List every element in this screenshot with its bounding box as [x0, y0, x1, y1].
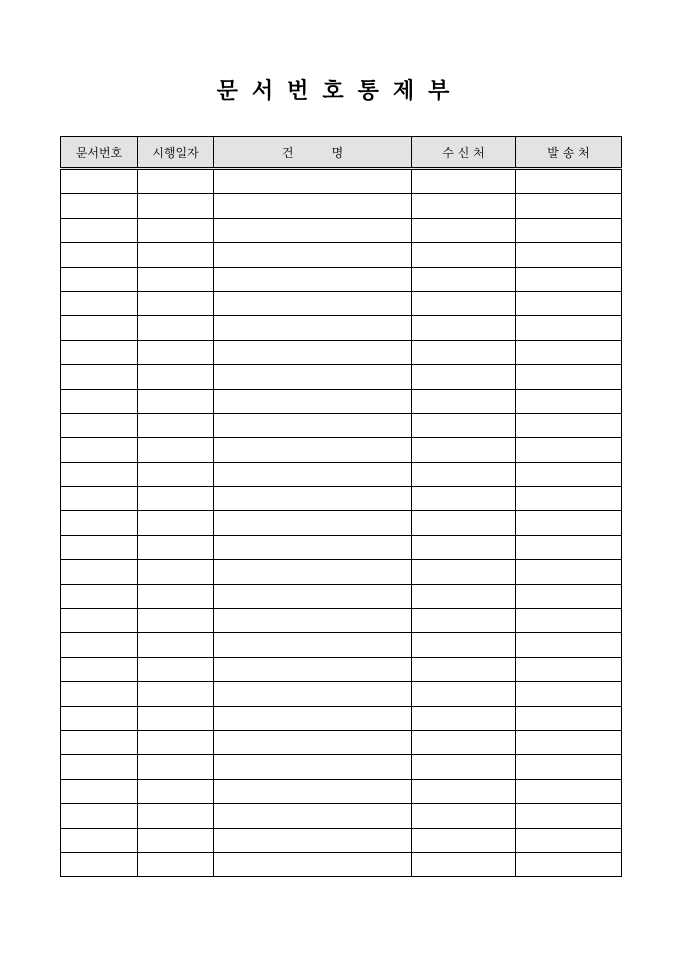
recipient-cell[interactable] [412, 633, 516, 657]
table-row [61, 755, 622, 779]
table-row [61, 267, 622, 291]
table-row [61, 828, 622, 852]
enforcement-date-cell[interactable] [138, 389, 214, 413]
document-number-cell[interactable] [61, 169, 138, 194]
sender-cell[interactable] [516, 706, 622, 730]
document-number-cell[interactable] [61, 340, 138, 364]
sender-cell[interactable] [516, 535, 622, 559]
enforcement-date-cell[interactable] [138, 340, 214, 364]
table-row [61, 682, 622, 706]
enforcement-date-cell[interactable] [138, 316, 214, 340]
table-row [61, 462, 622, 486]
sender-cell[interactable] [516, 633, 622, 657]
recipient-cell[interactable] [412, 682, 516, 706]
document-number-cell[interactable] [61, 828, 138, 852]
enforcement-date-cell[interactable] [138, 243, 214, 267]
sender-cell[interactable] [516, 218, 622, 242]
document-number-cell[interactable] [61, 633, 138, 657]
subject-cell[interactable] [214, 852, 412, 876]
table-body [61, 169, 622, 877]
subject-cell[interactable] [214, 706, 412, 730]
enforcement-date-cell[interactable] [138, 584, 214, 608]
document-number-cell[interactable] [61, 438, 138, 462]
subject-cell[interactable] [214, 365, 412, 389]
sender-cell[interactable] [516, 828, 622, 852]
table-row [61, 730, 622, 754]
subject-cell[interactable] [214, 633, 412, 657]
sender-cell[interactable] [516, 511, 622, 535]
header-recipient: 수 신 처 [412, 137, 516, 169]
sender-cell[interactable] [516, 267, 622, 291]
enforcement-date-cell[interactable] [138, 511, 214, 535]
sender-cell[interactable] [516, 779, 622, 803]
recipient-cell[interactable] [412, 389, 516, 413]
sender-cell[interactable] [516, 438, 622, 462]
document-number-cell[interactable] [61, 755, 138, 779]
recipient-cell[interactable] [412, 267, 516, 291]
table-row [61, 413, 622, 437]
subject-cell[interactable] [214, 194, 412, 218]
subject-cell[interactable] [214, 267, 412, 291]
recipient-cell[interactable] [412, 828, 516, 852]
table-row [61, 633, 622, 657]
enforcement-date-cell[interactable] [138, 462, 214, 486]
sender-cell[interactable] [516, 487, 622, 511]
sender-cell[interactable] [516, 755, 622, 779]
subject-cell[interactable] [214, 779, 412, 803]
table-row [61, 169, 622, 194]
document-number-cell[interactable] [61, 316, 138, 340]
enforcement-date-cell[interactable] [138, 706, 214, 730]
recipient-cell[interactable] [412, 365, 516, 389]
enforcement-date-cell[interactable] [138, 560, 214, 584]
document-number-cell[interactable] [61, 560, 138, 584]
enforcement-date-cell[interactable] [138, 755, 214, 779]
recipient-cell[interactable] [412, 218, 516, 242]
subject-cell[interactable] [214, 291, 412, 315]
table-row [61, 535, 622, 559]
document-number-cell[interactable] [61, 389, 138, 413]
enforcement-date-cell[interactable] [138, 852, 214, 876]
recipient-cell[interactable] [412, 438, 516, 462]
header-subject: 건 명 [214, 137, 412, 169]
recipient-cell[interactable] [412, 609, 516, 633]
sender-cell[interactable] [516, 682, 622, 706]
document-number-cell[interactable] [61, 291, 138, 315]
recipient-cell[interactable] [412, 852, 516, 876]
subject-cell[interactable] [214, 755, 412, 779]
subject-cell[interactable] [214, 243, 412, 267]
table-row [61, 706, 622, 730]
subject-cell[interactable] [214, 487, 412, 511]
enforcement-date-cell[interactable] [138, 365, 214, 389]
sender-cell[interactable] [516, 169, 622, 194]
subject-cell[interactable] [214, 804, 412, 828]
document-number-cell[interactable] [61, 609, 138, 633]
enforcement-date-cell[interactable] [138, 535, 214, 559]
sender-cell[interactable] [516, 852, 622, 876]
recipient-cell[interactable] [412, 730, 516, 754]
subject-cell[interactable] [214, 584, 412, 608]
table-row [61, 194, 622, 218]
sender-cell[interactable] [516, 365, 622, 389]
subject-cell[interactable] [214, 340, 412, 364]
subject-cell[interactable] [214, 438, 412, 462]
recipient-cell[interactable] [412, 755, 516, 779]
sender-cell[interactable] [516, 413, 622, 437]
recipient-cell[interactable] [412, 487, 516, 511]
subject-cell[interactable] [214, 169, 412, 194]
document-number-cell[interactable] [61, 779, 138, 803]
recipient-cell[interactable] [412, 657, 516, 681]
enforcement-date-cell[interactable] [138, 169, 214, 194]
enforcement-date-cell[interactable] [138, 267, 214, 291]
table-row [61, 609, 622, 633]
document-number-cell[interactable] [61, 535, 138, 559]
table-row [61, 779, 622, 803]
subject-cell[interactable] [214, 511, 412, 535]
sender-cell[interactable] [516, 243, 622, 267]
sender-cell[interactable] [516, 560, 622, 584]
sender-cell[interactable] [516, 804, 622, 828]
document-number-cell[interactable] [61, 852, 138, 876]
header-sender: 발 송 처 [516, 137, 622, 169]
sender-cell[interactable] [516, 291, 622, 315]
document-number-cell[interactable] [61, 730, 138, 754]
enforcement-date-cell[interactable] [138, 804, 214, 828]
subject-cell[interactable] [214, 828, 412, 852]
table-row [61, 804, 622, 828]
document-number-cell[interactable] [61, 462, 138, 486]
enforcement-date-cell[interactable] [138, 438, 214, 462]
enforcement-date-cell[interactable] [138, 828, 214, 852]
recipient-cell[interactable] [412, 584, 516, 608]
document-number-cell[interactable] [61, 706, 138, 730]
recipient-cell[interactable] [412, 413, 516, 437]
sender-cell[interactable] [516, 609, 622, 633]
recipient-cell[interactable] [412, 804, 516, 828]
table-row [61, 852, 622, 876]
document-number-cell[interactable] [61, 487, 138, 511]
recipient-cell[interactable] [412, 462, 516, 486]
table-row [61, 243, 622, 267]
table-row [61, 511, 622, 535]
recipient-cell[interactable] [412, 291, 516, 315]
recipient-cell[interactable] [412, 535, 516, 559]
enforcement-date-cell[interactable] [138, 682, 214, 706]
document-number-cell[interactable] [61, 267, 138, 291]
document-number-ledger-table [60, 136, 622, 877]
header-document-number: 문서번호 [61, 137, 138, 169]
sender-cell[interactable] [516, 340, 622, 364]
enforcement-date-cell[interactable] [138, 657, 214, 681]
subject-cell[interactable] [214, 316, 412, 340]
sender-cell[interactable] [516, 730, 622, 754]
header-enforcement-date: 시행일자 [138, 137, 214, 169]
subject-cell[interactable] [214, 389, 412, 413]
document-number-cell[interactable] [61, 243, 138, 267]
document-number-cell[interactable] [61, 657, 138, 681]
sender-cell[interactable] [516, 462, 622, 486]
recipient-cell[interactable] [412, 169, 516, 194]
recipient-cell[interactable] [412, 706, 516, 730]
sender-cell[interactable] [516, 316, 622, 340]
table-row [61, 218, 622, 242]
subject-cell[interactable] [214, 657, 412, 681]
enforcement-date-cell[interactable] [138, 730, 214, 754]
sender-cell[interactable] [516, 389, 622, 413]
subject-cell[interactable] [214, 560, 412, 584]
enforcement-date-cell[interactable] [138, 218, 214, 242]
header-row [61, 137, 622, 169]
table-row [61, 438, 622, 462]
recipient-cell[interactable] [412, 316, 516, 340]
recipient-cell[interactable] [412, 779, 516, 803]
enforcement-date-cell[interactable] [138, 194, 214, 218]
document-number-cell[interactable] [61, 584, 138, 608]
document-number-cell[interactable] [61, 365, 138, 389]
table-row [61, 389, 622, 413]
subject-cell[interactable] [214, 535, 412, 559]
recipient-cell[interactable] [412, 340, 516, 364]
subject-cell[interactable] [214, 462, 412, 486]
table-row [61, 584, 622, 608]
enforcement-date-cell[interactable] [138, 291, 214, 315]
table-row [61, 487, 622, 511]
subject-cell[interactable] [214, 609, 412, 633]
sender-cell[interactable] [516, 584, 622, 608]
recipient-cell[interactable] [412, 243, 516, 267]
enforcement-date-cell[interactable] [138, 487, 214, 511]
enforcement-date-cell[interactable] [138, 413, 214, 437]
document-number-cell[interactable] [61, 682, 138, 706]
subject-cell[interactable] [214, 730, 412, 754]
page-title: 문서번호통제부 [216, 78, 464, 104]
document-number-cell[interactable] [61, 194, 138, 218]
sender-cell[interactable] [516, 194, 622, 218]
document-number-cell[interactable] [61, 413, 138, 437]
recipient-cell[interactable] [412, 194, 516, 218]
table-header [61, 137, 622, 169]
subject-cell[interactable] [214, 218, 412, 242]
table-row [61, 560, 622, 584]
recipient-cell[interactable] [412, 511, 516, 535]
document-number-cell[interactable] [61, 804, 138, 828]
enforcement-date-cell[interactable] [138, 779, 214, 803]
table-row [61, 365, 622, 389]
table-row [61, 291, 622, 315]
subject-cell[interactable] [214, 413, 412, 437]
table-row [61, 316, 622, 340]
recipient-cell[interactable] [412, 560, 516, 584]
table-row [61, 657, 622, 681]
document-number-cell[interactable] [61, 511, 138, 535]
enforcement-date-cell[interactable] [138, 609, 214, 633]
subject-cell[interactable] [214, 682, 412, 706]
enforcement-date-cell[interactable] [138, 633, 214, 657]
table-row [61, 340, 622, 364]
document-number-cell[interactable] [61, 218, 138, 242]
sender-cell[interactable] [516, 657, 622, 681]
